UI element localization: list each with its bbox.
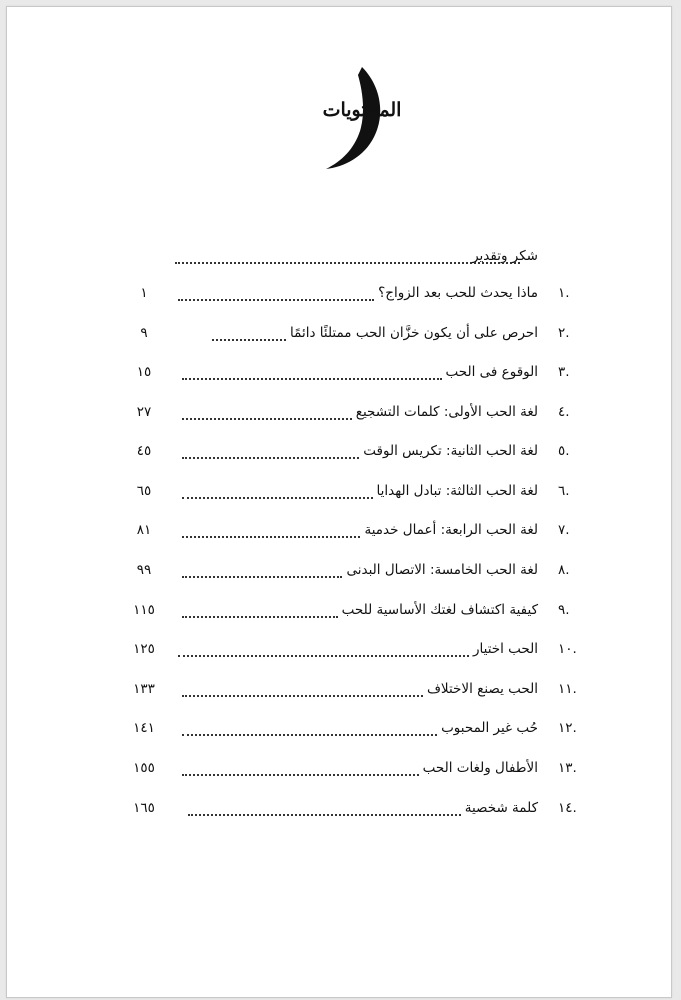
leader-dots (182, 536, 360, 538)
chapter-number: .٦ (558, 483, 570, 499)
page-number: ١٢٥ (133, 641, 155, 657)
chapter-title: الحب يصنع الاختلاف (426, 681, 538, 697)
page-number: ٦٥ (136, 483, 152, 499)
page-number: ١ (140, 285, 148, 301)
page-number: ٩٩ (136, 562, 152, 578)
page-number: ٩ (140, 325, 148, 341)
leader-dots (182, 695, 423, 697)
page-number: ٢٧ (136, 404, 152, 420)
leader-dots (182, 497, 373, 499)
chapter-number: .١٣ (558, 760, 577, 776)
chapter-title: الحب اختيار (472, 641, 538, 657)
chapter-title: لغة الحب الثانية: تكريس الوقت (363, 443, 538, 459)
chapter-number: .٥ (558, 443, 570, 459)
page-number: ١٦٥ (133, 800, 155, 816)
chapter-number: .٤ (558, 404, 570, 420)
toc-entry-row[interactable] (120, 720, 590, 744)
page-title: المحتويات (322, 99, 402, 121)
chapter-number: .٨ (558, 562, 570, 578)
chapter-number: .٩ (558, 602, 570, 618)
toc-entry-row[interactable] (120, 522, 590, 546)
toc-entry-row[interactable] (120, 483, 590, 507)
leader-dots (182, 576, 342, 578)
chapter-title: لغة الحب الرابعة: أعمال خدمية (364, 522, 538, 538)
leader-dots (178, 299, 374, 301)
chapter-number: .١١ (558, 681, 577, 697)
chapter-title: لغة الحب الخامسة: الاتصال البدنى (346, 562, 538, 578)
chapter-number: .٣ (558, 364, 570, 380)
page-number: ١٥٥ (133, 760, 155, 776)
page-number: ١٤١ (133, 720, 155, 736)
chapter-number: .٢ (558, 325, 570, 341)
toc-entry-row[interactable] (120, 285, 590, 309)
toc-entry-row[interactable] (120, 364, 590, 388)
chapter-number: .١٤ (558, 800, 577, 816)
chapter-title: كيفية اكتشاف لغتك الأساسية للحب (341, 602, 538, 618)
toc-acknowledgment-row[interactable] (120, 248, 590, 272)
toc-entry-row[interactable] (120, 602, 590, 626)
toc-entry-row[interactable] (120, 760, 590, 784)
leader-dots (182, 418, 352, 420)
toc-entry-row[interactable] (120, 562, 590, 586)
leader-dots (182, 378, 442, 380)
chapter-number: .١٠ (558, 641, 577, 657)
page-number: ١٥ (136, 364, 152, 380)
toc-entry-row[interactable] (120, 404, 590, 428)
chapter-number: .١٢ (558, 720, 577, 736)
chapter-title: لغة الحب الثالثة: تبادل الهدايا (376, 483, 538, 499)
page-number: ٤٥ (136, 443, 152, 459)
chapter-title: الأطفال ولغات الحب (422, 760, 538, 776)
leader-dots (178, 655, 469, 657)
chapter-title: ماذا يحدث للحب بعد الزواج؟ (378, 285, 538, 301)
leader-dots (175, 262, 520, 264)
toc-entry-row[interactable] (120, 800, 590, 824)
toc-entry-row[interactable] (120, 681, 590, 705)
chapter-title: الوقوع فى الحب (445, 364, 538, 380)
leader-dots (182, 457, 359, 459)
acknowledgment-title: شكر وتقدير (472, 248, 538, 264)
toc-entry-row[interactable] (120, 325, 590, 349)
leader-dots (182, 616, 338, 618)
toc-entry-row[interactable] (120, 641, 590, 665)
chapter-number: .١ (558, 285, 570, 301)
page-number: ١١٥ (133, 602, 155, 618)
toc-entry-row[interactable] (120, 443, 590, 467)
chapter-title: احرص على أن يكون خزَّان الحب ممتلئًا دائمًا (290, 325, 538, 341)
leader-dots (188, 814, 461, 816)
leader-dots (182, 734, 437, 736)
page-number: ٨١ (136, 522, 152, 538)
leader-dots (182, 774, 419, 776)
leader-dots (212, 339, 286, 341)
chapter-title: لغة الحب الأولى: كلمات التشجيع (355, 404, 538, 420)
chapter-number: .٧ (558, 522, 570, 538)
chapter-title: كلمة شخصية (464, 800, 538, 816)
chapter-title: حُب غير المحبوب (441, 720, 538, 736)
page-number: ١٣٣ (133, 681, 155, 697)
